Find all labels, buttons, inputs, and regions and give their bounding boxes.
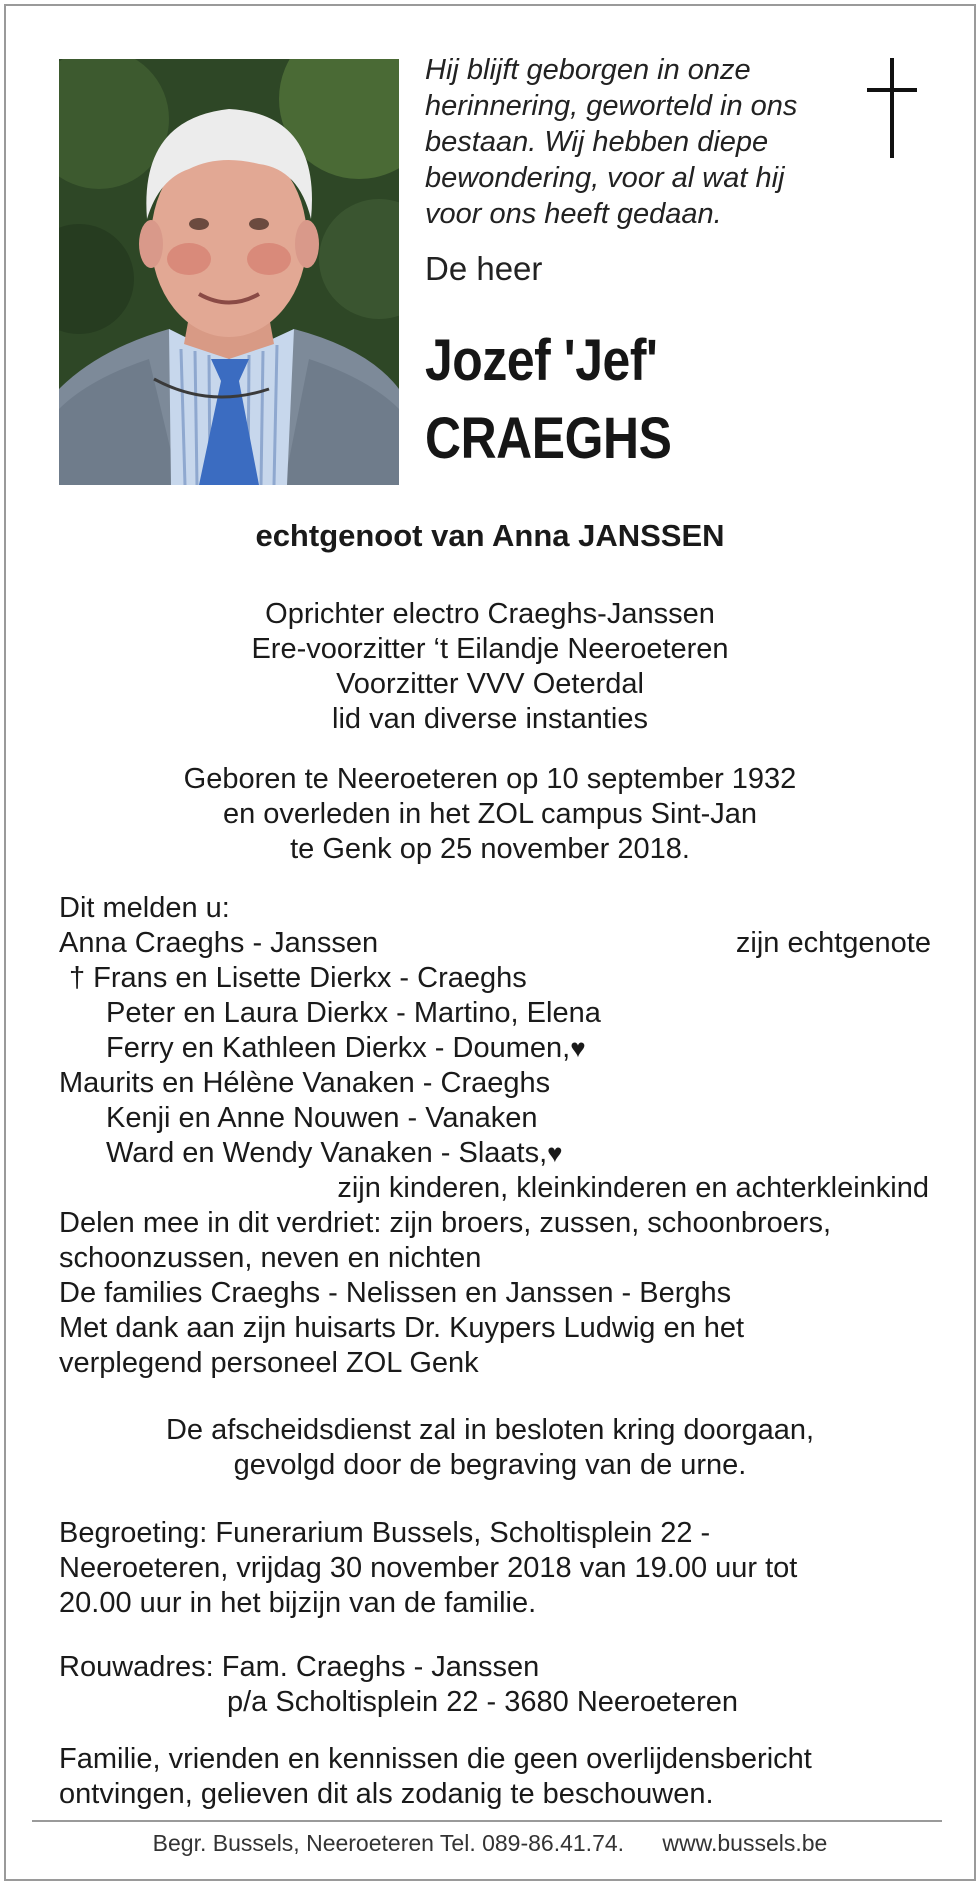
- life-line: Geboren te Neeroeteren op 10 september 1932: [183, 763, 797, 795]
- footer-website: www.bussels.be: [662, 1830, 828, 1856]
- notice-line: Familie, vrienden en kennissen die geen overlijdensbericht: [59, 1743, 812, 1775]
- role-line: Ere-voorzitter ‘t Eilandje Neeroeteren: [251, 633, 729, 665]
- family-name: Ferry en Kathleen Dierkx - Doumen,: [106, 1032, 571, 1064]
- greeting-line: Begroeting: Funerarium Bussels, Scholtisplein 22 -: [59, 1517, 711, 1549]
- honorific-title: De heer: [425, 250, 543, 287]
- greeting-line: Neeroeteren, vrijdag 30 november 2018 van 19.00 uur tot: [59, 1552, 798, 1584]
- motto-line: Hij blijft geborgen in onze: [425, 54, 751, 86]
- spouse-row: [59, 926, 929, 961]
- family-row: Maurits en Hélène Vanaken - Craeghs: [59, 1067, 551, 1099]
- motto-line: bewondering, voor al wat hij: [425, 162, 785, 194]
- name-first: Jozef 'Jef': [425, 328, 658, 393]
- life-line: en overleden in het ZOL campus Sint-Jan: [222, 798, 758, 830]
- family-row: Kenji en Anne Nouwen - Vanaken: [106, 1102, 538, 1134]
- portrait-photo: [59, 59, 399, 485]
- roles-block: [0, 597, 980, 737]
- life-dates-block: [0, 762, 980, 867]
- spouse-relation: zijn echtgenote: [735, 927, 931, 959]
- notice-line: ontvingen, gelieven dit als zodanig te beschouwen.: [59, 1778, 714, 1810]
- role-line: lid van diverse instanties: [332, 703, 648, 735]
- greeting-block: [59, 1516, 929, 1621]
- role-line: Oprichter electro Craeghs-Janssen: [265, 598, 715, 630]
- life-line: te Genk op 25 november 2018.: [290, 833, 690, 865]
- extra-line: schoonzussen, neven en nichten: [59, 1242, 482, 1274]
- heart-icon: ♥: [570, 1033, 586, 1063]
- family-name: Ward en Wendy Vanaken - Slaats,: [106, 1137, 548, 1169]
- extra-line: De families Craeghs - Nelissen en Janssen - Berghs: [59, 1277, 732, 1309]
- address-line: Rouwadres: Fam. Craeghs - Janssen: [59, 1651, 540, 1683]
- address-line: p/a Scholtisplein 22 - 3680 Neeroeteren: [227, 1686, 739, 1718]
- motto-line: herinnering, geworteld in ons: [425, 90, 798, 122]
- announcement-intro: Dit melden u:: [59, 892, 230, 924]
- footer-divider: [32, 1820, 942, 1822]
- announcement-block: [59, 891, 929, 1381]
- spouse-line: echtgenoot van Anna JANSSEN: [255, 518, 725, 553]
- service-line: gevolgd door de begraving van de urne.: [233, 1449, 747, 1481]
- memorial-motto: [425, 52, 845, 232]
- footer: [0, 1830, 980, 1857]
- children-relation: zijn kinderen, kleinkinderen en achterkleinkind: [337, 1172, 929, 1204]
- family-row: Peter en Laura Dierkx - Martino, Elena: [106, 997, 601, 1029]
- service-block: [0, 1413, 980, 1483]
- family-row: † Frans en Lisette Dierkx - Craeghs: [69, 962, 527, 994]
- family-row: [59, 1031, 929, 1066]
- extra-line: verplegend personeel ZOL Genk: [59, 1347, 479, 1379]
- greeting-line: 20.00 uur in het bijzijn van de familie.: [59, 1587, 537, 1619]
- spouse-name: Anna Craeghs - Janssen: [59, 927, 379, 959]
- role-line: Voorzitter VVV Oeterdal: [336, 668, 644, 700]
- extra-line: Delen mee in dit verdriet: zijn broers, zussen, schoonbroers,: [59, 1207, 832, 1239]
- name-last: CRAEGHS: [425, 406, 672, 471]
- extra-line: Met dank aan zijn huisarts Dr. Kuypers Ludwig en het: [59, 1312, 745, 1344]
- notice-block: [59, 1742, 929, 1812]
- mourning-address: [59, 1650, 929, 1720]
- deceased-name: [425, 322, 671, 478]
- family-row: [59, 1136, 929, 1171]
- footer-undertaker: Begr. Bussels, Neeroeteren Tel. 089-86.41.74.: [152, 1830, 625, 1856]
- motto-line: bestaan. Wij hebben diepe: [425, 126, 769, 158]
- motto-line: voor ons heeft gedaan.: [425, 198, 722, 230]
- cross-icon: [862, 58, 922, 165]
- service-line: De afscheidsdienst zal in besloten kring doorgaan,: [165, 1414, 815, 1446]
- heart-icon: ♥: [547, 1138, 563, 1168]
